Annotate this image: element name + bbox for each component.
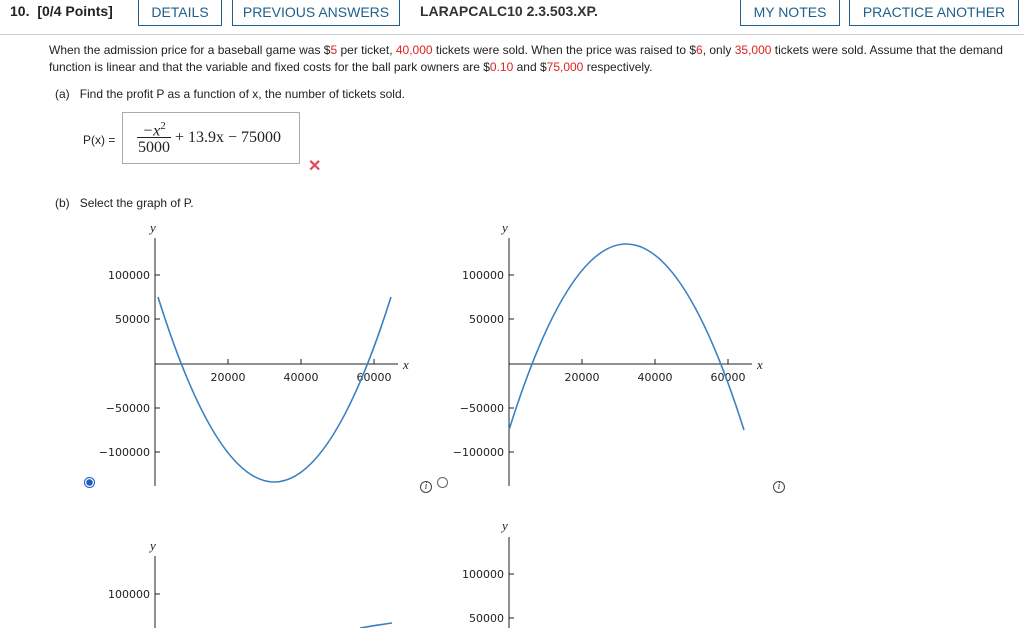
graph1-ytick: 50000 bbox=[115, 313, 150, 326]
graph2-ytick: 50000 bbox=[469, 313, 504, 326]
fraction-numerator: −x bbox=[142, 122, 161, 140]
graph2-xtick: 20000 bbox=[564, 371, 600, 384]
tickets-2: 35,000 bbox=[734, 43, 772, 57]
graph4-ytick: 100000 bbox=[462, 568, 504, 581]
part-a-label: (a) bbox=[55, 87, 70, 101]
question-points: [0/4 Points] bbox=[37, 3, 113, 19]
graph1-ytick: −50000 bbox=[105, 402, 150, 415]
graph1-ytick: −100000 bbox=[98, 446, 150, 459]
graph1-xtick: 60000 bbox=[356, 371, 392, 384]
graph4-ytick: 50000 bbox=[469, 612, 504, 625]
graph2-info-icon[interactable]: i bbox=[773, 481, 785, 493]
problem-code: LARAPCALC10 2.3.503.XP. bbox=[420, 3, 598, 19]
graph4-y-label: y bbox=[502, 518, 508, 533]
price-1: 5 bbox=[330, 43, 338, 57]
practice-another-button[interactable]: PRACTICE ANOTHER bbox=[849, 0, 1019, 26]
tickets-1: 40,000 bbox=[395, 43, 433, 57]
graph1-ytick: 100000 bbox=[108, 269, 150, 282]
graph2-x-label: x bbox=[757, 357, 763, 372]
fraction-denominator: 5000 bbox=[138, 139, 170, 156]
graph2-xtick: 40000 bbox=[637, 371, 673, 384]
graph2-y-label: y bbox=[502, 220, 508, 235]
answer-label: P(x) = bbox=[83, 133, 116, 147]
graph1-xtick: 20000 bbox=[210, 371, 246, 384]
my-notes-button[interactable]: MY NOTES bbox=[740, 0, 840, 26]
graph1-x-label: x bbox=[403, 357, 409, 372]
answer-remainder: + 13.9x − 75000 bbox=[175, 129, 282, 146]
part-b-label: (b) bbox=[55, 196, 70, 210]
incorrect-icon: ✕ bbox=[308, 158, 322, 175]
details-button[interactable]: DETAILS bbox=[138, 0, 222, 26]
question-index: 10. bbox=[10, 3, 30, 19]
problem-statement: When the admission price for a baseball game was $5 per ticket, 40,000 tickets were sold. When the price was raised to $6, only 35,000 tickets were sold. Assume that the demand function is linear and that the variable and fixed costs for the ball park owners are $0.10 and $75,000 respectively. bbox=[49, 43, 1003, 74]
price-2: 6 bbox=[696, 43, 703, 57]
graph2-xtick: 60000 bbox=[710, 371, 746, 384]
variable-cost: 0.10 bbox=[489, 59, 514, 74]
graph1-y-label: y bbox=[150, 220, 156, 235]
fixed-cost: 75,000 bbox=[546, 59, 584, 74]
previous-answers-button[interactable]: PREVIOUS ANSWERS bbox=[232, 0, 400, 26]
part-b-prompt: Select the graph of P. bbox=[79, 196, 194, 210]
graph3-y-label: y bbox=[150, 538, 156, 553]
graph1-xtick: 40000 bbox=[283, 371, 319, 384]
graph3-ytick: 100000 bbox=[108, 588, 150, 601]
graph2-ytick: −100000 bbox=[452, 446, 504, 459]
graph1-info-icon[interactable]: i bbox=[420, 481, 432, 493]
part-a-prompt: Find the profit P as a function of x, the number of tickets sold. bbox=[79, 87, 405, 101]
graph2-ytick: −50000 bbox=[459, 402, 504, 415]
graph2-ytick: 100000 bbox=[462, 269, 504, 282]
numerator-exponent: 2 bbox=[160, 120, 166, 132]
